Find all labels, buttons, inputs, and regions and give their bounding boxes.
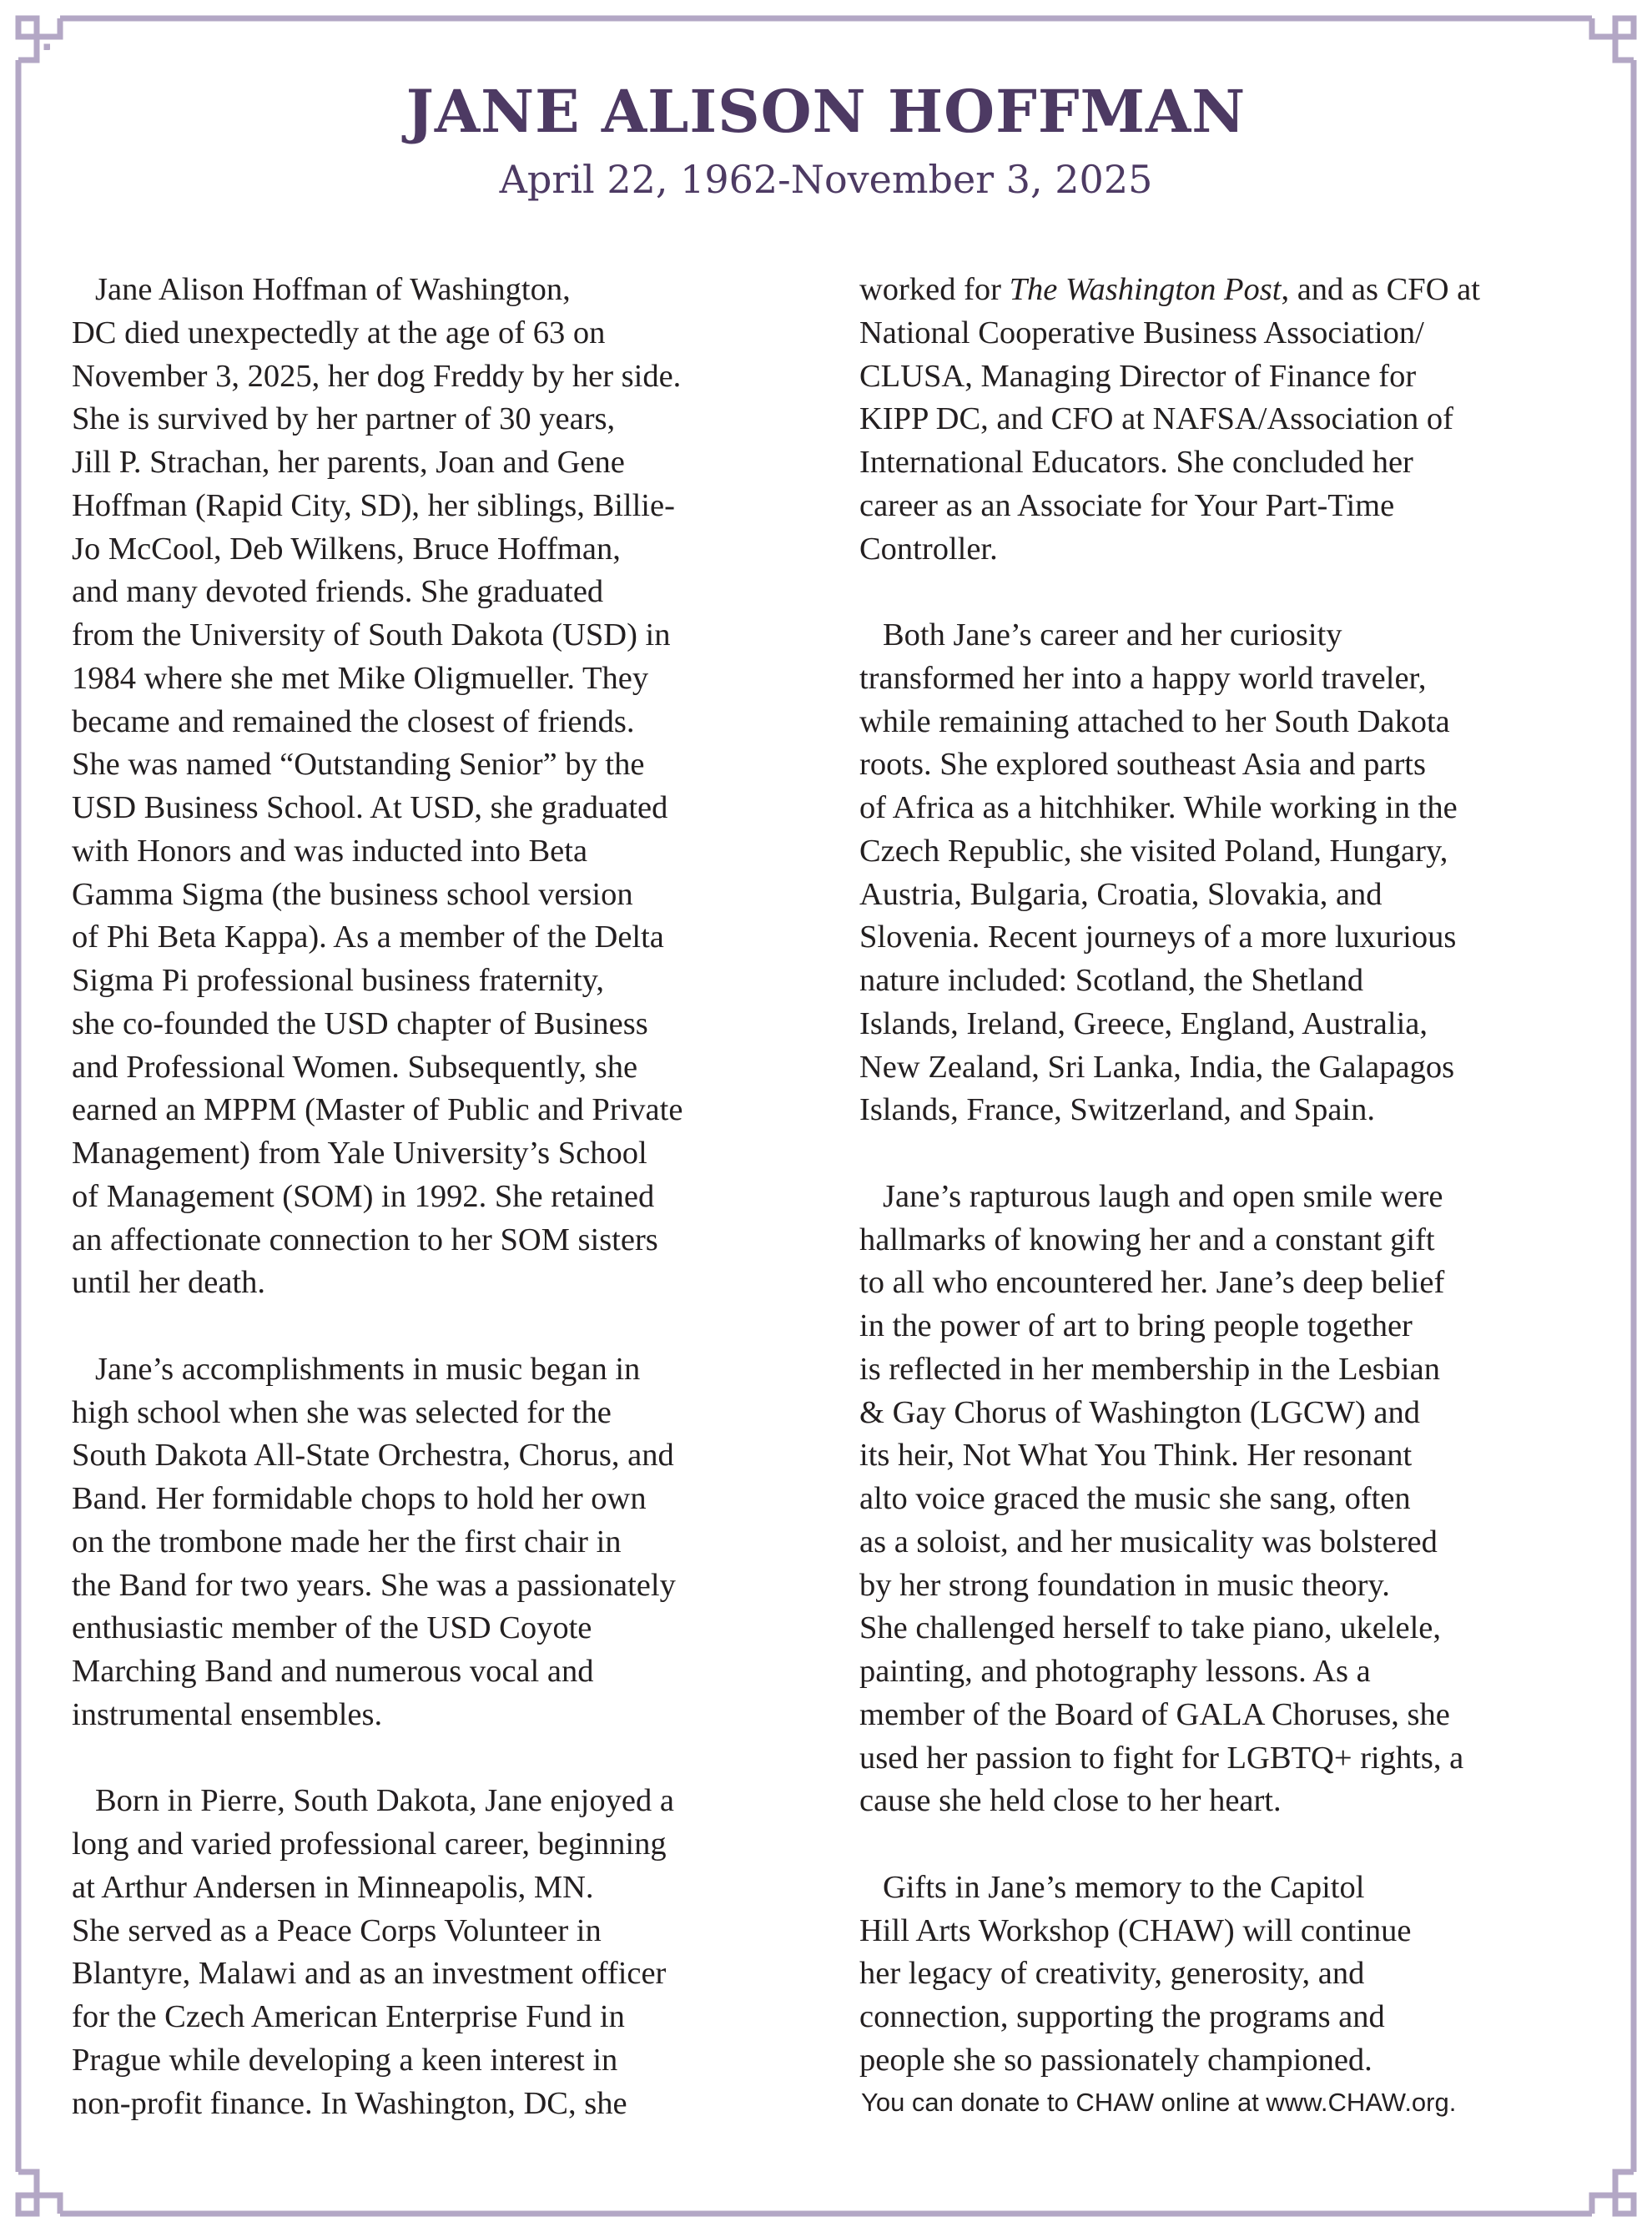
left-column [72, 269, 806, 2125]
text-line: and Professional Women. Subsequently, she [72, 1049, 638, 1085]
text-line: until her death. [72, 1265, 265, 1301]
text-line: in the power of art to bring people together [859, 1308, 1413, 1343]
text-line: National Cooperative Business Association/ [859, 315, 1424, 350]
paragraph-gap [859, 571, 1594, 614]
text-line: Slovenia. Recent journeys of a more luxurious [859, 920, 1457, 955]
text-line: USD Business School. At USD, she graduated [72, 790, 668, 825]
text-line: people she so passionately championed. [859, 2042, 1372, 2078]
text-line: Jane Alison Hoffman of Washington, [95, 272, 571, 307]
page-title: JANE ALISON HOFFMAN [405, 77, 1247, 146]
text-line: at Arthur Andersen in Minneapolis, MN. [72, 1869, 594, 1905]
text-line: hallmarks of knowing her and a constant gift [859, 1222, 1435, 1257]
text-line: Jo McCool, Deb Wilkens, Bruce Hoffman, [72, 531, 621, 567]
text-line: DC died unexpectedly at the age of 63 on [72, 315, 606, 350]
paragraph-gap [859, 1823, 1594, 1867]
text-line: career as an Associate for Your Part-Time [859, 487, 1395, 523]
text-line: She challenged herself to take piano, ukelele, [859, 1610, 1442, 1646]
text-line: Hill Arts Workshop (CHAW) will continue [859, 1912, 1412, 1948]
text-line: enthusiastic member of the USD Coyote [72, 1610, 592, 1646]
text-line: Jane’s rapturous laugh and open smile were [883, 1178, 1443, 1214]
text-line: is reflected in her membership in the Lesbian [859, 1351, 1440, 1387]
text-line: Austria, Bulgaria, Croatia, Slovakia, and [859, 876, 1383, 912]
text-line: while remaining attached to her South Dakota [859, 703, 1450, 739]
text-line [859, 269, 1594, 312]
text-line: CLUSA, Managing Director of Finance for [859, 358, 1417, 394]
text-line: Jane’s accomplishments in music began in [95, 1351, 641, 1387]
text-line: earned an MPPM (Master of Public and Private [72, 1092, 683, 1128]
paragraph-gap [72, 1305, 806, 1348]
text-line: with Honors and was inducted into Beta [72, 833, 588, 869]
text-line: roots. She explored southeast Asia and parts [859, 747, 1426, 783]
text-line: on the trombone made her the first chair in [72, 1524, 622, 1559]
text-line: high school when she was selected for the [72, 1394, 612, 1430]
text-line: and many devoted friends. She graduated [72, 574, 604, 610]
text-line: South Dakota All-State Orchestra, Chorus, and [72, 1438, 674, 1474]
text-line: long and varied professional career, beginning [72, 1826, 667, 1862]
text-line: Czech Republic, she visited Poland, Hungary, [859, 833, 1448, 869]
text-line: non-profit finance. In Washington, DC, she [72, 2085, 627, 2121]
life-dates: April 22, 1962-November 3, 2025 [499, 157, 1153, 202]
text-line: the Band for two years. She was a passionately [72, 1567, 676, 1603]
text-line: She was named “Outstanding Senior” by the [72, 747, 645, 783]
text-line: New Zealand, Sri Lanka, India, the Galapagos [859, 1049, 1455, 1085]
text-line: of Phi Beta Kappa). As a member of the Delta [72, 920, 664, 955]
text-line: for the Czech American Enterprise Fund in [72, 1999, 625, 2034]
text-line: Both Jane’s career and her curiosity [883, 617, 1342, 652]
text-line: her legacy of creativity, generosity, and [859, 1956, 1365, 1992]
text-line: instrumental ensembles. [72, 1696, 383, 1732]
text-line: She served as a Peace Corps Volunteer in [72, 1912, 602, 1948]
text-line: nature included: Scotland, the Shetland [859, 963, 1364, 998]
text-line: cause she held close to her heart. [859, 1783, 1282, 1819]
text-line: connection, supporting the programs and [859, 1999, 1385, 2034]
text-line: Gifts in Jane’s memory to the Capitol [883, 1869, 1365, 1905]
text-line: Sigma Pi professional business fraternity, [72, 963, 605, 998]
paragraph-gap [72, 1737, 806, 1781]
text-line: painting, and photography lessons. As a [859, 1654, 1371, 1689]
text-line: Band. Her formidable chops to hold her own [72, 1481, 647, 1516]
text-run: worked for [859, 272, 1010, 307]
text-line: Born in Pierre, South Dakota, Jane enjoyed a [95, 1783, 674, 1819]
text-line: Prague while developing a keen interest in [72, 2042, 618, 2078]
text-line: alto voice graced the music she sang, often [859, 1481, 1411, 1516]
text-run: , and as CFO at [1281, 272, 1480, 307]
text-line: of Africa as a hitchhiker. While working in the [859, 790, 1458, 825]
text-line: Jill P. Strachan, her parents, Joan and Gene [72, 445, 625, 480]
text-line: transformed her into a happy world traveler, [859, 660, 1427, 696]
text-line: Gamma Sigma (the business school version [72, 876, 633, 912]
text-line: of Management (SOM) in 1992. She retained [72, 1178, 655, 1214]
text-line: International Educators. She concluded her [859, 445, 1413, 480]
paragraph-gap [859, 1132, 1594, 1176]
text-line: Controller. [859, 531, 998, 567]
text-line: & Gay Chorus of Washington (LGCW) and [859, 1394, 1420, 1430]
text-line: its heir, Not What You Think. Her resonant [859, 1438, 1413, 1474]
text-line: an affectionate connection to her SOM sisters [72, 1222, 658, 1257]
text-line: Hoffman (Rapid City, SD), her siblings, Billie- [72, 487, 675, 523]
text-line: KIPP DC, and CFO at NAFSA/Association of [859, 401, 1453, 437]
text-line: as a soloist, and her musicality was bolstered [859, 1524, 1438, 1559]
donation-note: You can donate to CHAW online at www.CHAW.org. [861, 2087, 1457, 2117]
text-line: Islands, Ireland, Greece, England, Australia, [859, 1005, 1428, 1041]
text-line: 1984 where she met Mike Oligmueller. They [72, 660, 649, 696]
publication-title: The Washington Post [1009, 272, 1282, 307]
text-line: Islands, France, Switzerland, and Spain. [859, 1092, 1375, 1128]
text-line: Marching Band and numerous vocal and [72, 1654, 594, 1689]
text-line: to all who encountered her. Jane’s deep belief [859, 1265, 1445, 1301]
text-line: she co-founded the USD chapter of Business [72, 1005, 648, 1041]
text-line: She is survived by her partner of 30 years, [72, 401, 616, 437]
text-line: became and remained the closest of friends. [72, 703, 635, 739]
text-line: Blantyre, Malawi and as an investment officer [72, 1956, 667, 1992]
text-line: Management) from Yale University’s School [72, 1136, 647, 1171]
text-line: member of the Board of GALA Choruses, she [859, 1696, 1450, 1732]
text-line: used her passion to fight for LGBTQ+ rights, a [859, 1740, 1464, 1776]
right-column [859, 269, 1594, 2123]
text-line: from the University of South Dakota (USD) in [72, 617, 671, 652]
text-line: by her strong foundation in music theory. [859, 1567, 1390, 1603]
text-line: November 3, 2025, her dog Freddy by her side. [72, 358, 682, 394]
